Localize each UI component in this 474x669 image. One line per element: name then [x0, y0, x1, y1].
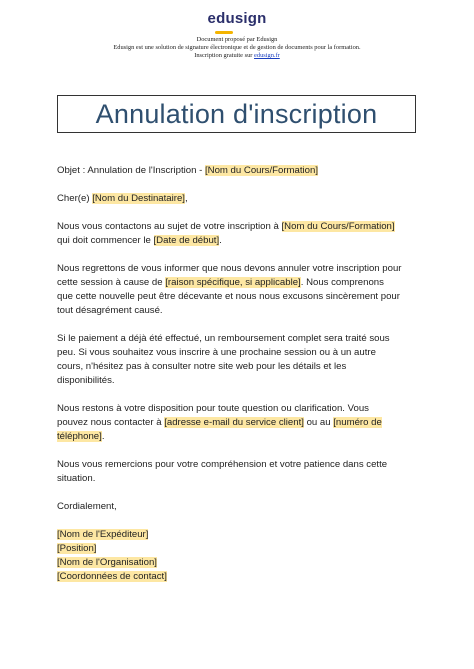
- placeholder-organization: [Nom de l'Organisation]: [57, 557, 157, 568]
- logo-text: edusign: [207, 10, 267, 27]
- placeholder-course-name: [Nom du Cours/Formation]: [204, 165, 318, 176]
- placeholder-course-name-2: [Nom du Cours/Formation]: [281, 221, 395, 232]
- paragraph-3: Si le paiement a déjà été effectué, un remboursement complet sera traité sous peu. Si vous souhaitez vous inscrire à une prochaine session ou à un autre cours, n'hésitez pas à consulter notre site web pour les détails et les disponibilités.: [57, 333, 390, 386]
- edusign-logo: [0, 10, 474, 32]
- paragraph-4-text-b: ou au: [303, 417, 334, 428]
- placeholder-position: [Position]: [57, 543, 97, 554]
- signature-block: [57, 528, 402, 584]
- paragraph-4-text-a: Nous restons à votre disposition pour toute question ou clarification. Vous pouvez nous contacter à: [57, 403, 369, 428]
- paragraph-2-text-b: . Nous comprenons que cette nouvelle peut être décevante et nous nous excusons sincèrement pour tout désagrément causé.: [57, 277, 400, 316]
- subject-line: [57, 164, 402, 178]
- title-box: [57, 95, 416, 133]
- paragraph-1-text-a: Nous vous contactons au sujet de votre inscription à: [57, 221, 282, 232]
- placeholder-sender-name: [Nom de l'Expéditeur]: [57, 529, 149, 540]
- logo-accent-mark: [215, 31, 233, 34]
- paragraph-5: Nous vous remercions pour votre compréhension et votre patience dans cette situation.: [57, 459, 388, 484]
- placeholder-start-date: [Date de début]: [153, 235, 220, 246]
- header-line-2: Edusign est une solution de signature électronique et de gestion de documents pour la formation.: [113, 44, 361, 51]
- document-header: [0, 36, 474, 60]
- header-line-3-prefix: Inscription gratuite sur: [194, 52, 255, 59]
- paragraph-2: [57, 262, 402, 318]
- header-line-1: Document proposé par Edusign: [196, 36, 278, 43]
- header-line-3: [0, 52, 474, 60]
- greeting-prefix: Cher(e): [57, 193, 93, 204]
- greeting-suffix: ,: [184, 193, 188, 204]
- paragraph-1: [57, 220, 402, 248]
- page-title: Annulation d'inscription: [95, 98, 378, 129]
- subject-prefix: Objet : Annulation de l'Inscription -: [57, 165, 205, 176]
- greeting: [57, 192, 402, 206]
- placeholder-email: [adresse e-mail du service client]: [164, 417, 304, 428]
- placeholder-reason: [raison spécifique, si applicable]: [165, 277, 301, 288]
- placeholder-phone: [numéro de téléphone]: [57, 417, 382, 442]
- paragraph-1-text-b: qui doit commencer le: [57, 235, 154, 246]
- paragraph-1-text-c: .: [219, 235, 222, 246]
- closing: Cordialement,: [57, 501, 117, 512]
- paragraph-4-text-c: .: [101, 431, 105, 442]
- placeholder-recipient-name: [Nom du Destinataire]: [92, 193, 185, 204]
- paragraph-4: [57, 402, 402, 444]
- edusign-link[interactable]: edusign.fr: [254, 52, 280, 59]
- placeholder-contact-details: [Coordonnées de contact]: [57, 571, 167, 582]
- paragraph-2-text-a: Nous regrettons de vous informer que nous devons annuler votre inscription pour cette session à cause de: [57, 263, 402, 288]
- letter-body: [57, 164, 402, 584]
